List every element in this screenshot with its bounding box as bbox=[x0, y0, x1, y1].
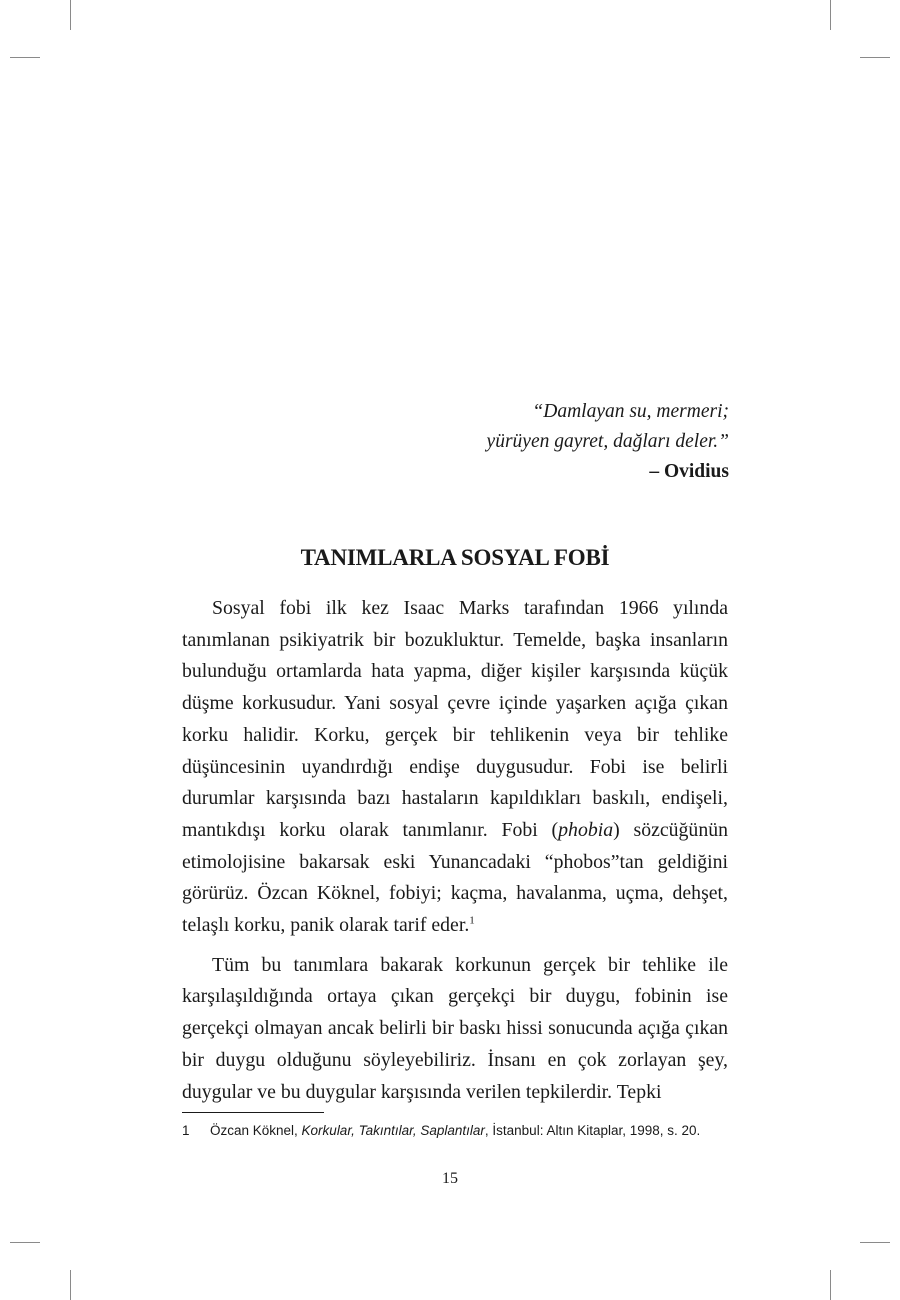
paragraph-1-part-1: Sosyal fobi ilk kez Isaac Marks tarafından 1966 yılında tanımlanan psikiyatrik bir bozukluktur. Temelde, başka insanların bulunduğu ortamlarda hata yapma, diğer kişiler karşısında küçük düşme korkusudur. Yani sosyal çevre içinde yaşarken açığa çıkan korku halidir. Korku, gerçek bir tehlikenin veya bir tehlike düşüncesinin uyandırdığı endişe duygusudur. Fobi ise belirli durumlar karşısında bazı hastaların kapıldıkları baskılı, endişeli, mantıkdışı korku olarak tanımlanır. Fobi ( bbox=[182, 597, 728, 841]
epigraph-line-1: “Damlayan su, mermeri; bbox=[532, 401, 729, 422]
footnote-number: 1 bbox=[182, 1123, 190, 1138]
paragraph-1 bbox=[182, 593, 728, 942]
paragraph-2: Tüm bu tanımlara bakarak korkunun gerçek bir tehlike ile karşılaşıldığında ortaya çıkan gerçekçi bir duygu, fobinin ise gerçekçi olmayan ancak belirli bir baskı hissi sonucunda açığa çıkan bir duygu olduğunu söyleyebiliriz. İnsanı en çok zorlayan şey, duygular ve bu duygular karşısında verilen tepkilerdir. Tepki bbox=[182, 953, 728, 1103]
chapter-heading: TANIMLARLA SOSYAL FOBİ bbox=[300, 545, 610, 570]
crop-mark bbox=[860, 1242, 890, 1243]
crop-mark bbox=[10, 1242, 40, 1243]
crop-mark bbox=[10, 57, 40, 58]
paragraph-1-part-2: ) sözcüğünün etimolojisine bakarsak eski Yunancadaki “phobos”tan geldiğini görürüz. Özcan Köknel, fobiyi; kaçma, havalanma, uçma, dehşet, telaşlı korku, panik olarak tarif eder. bbox=[182, 818, 728, 937]
footnote bbox=[182, 1121, 742, 1141]
body-text bbox=[182, 593, 728, 1116]
epigraph-author: – Ovidius bbox=[649, 461, 729, 482]
footnote-reference: 1 bbox=[469, 914, 475, 927]
footnote-title: Korkular, Takıntılar, Saplantılar bbox=[301, 1123, 485, 1138]
epigraph bbox=[487, 397, 729, 487]
crop-mark bbox=[830, 1270, 831, 1300]
crop-mark bbox=[830, 0, 831, 30]
crop-mark bbox=[70, 0, 71, 30]
paragraph-1-italic-term: phobia bbox=[558, 818, 614, 841]
crop-mark bbox=[860, 57, 890, 58]
footnote-author: Özcan Köknel, bbox=[210, 1123, 302, 1138]
crop-mark bbox=[70, 1270, 71, 1300]
footnote-details: , İstanbul: Altın Kitaplar, 1998, s. 20. bbox=[484, 1123, 701, 1138]
page-number: 15 bbox=[442, 1170, 458, 1187]
epigraph-line-2: yürüyen gayret, dağları deler.” bbox=[486, 431, 729, 452]
footnote-divider bbox=[182, 1112, 324, 1113]
